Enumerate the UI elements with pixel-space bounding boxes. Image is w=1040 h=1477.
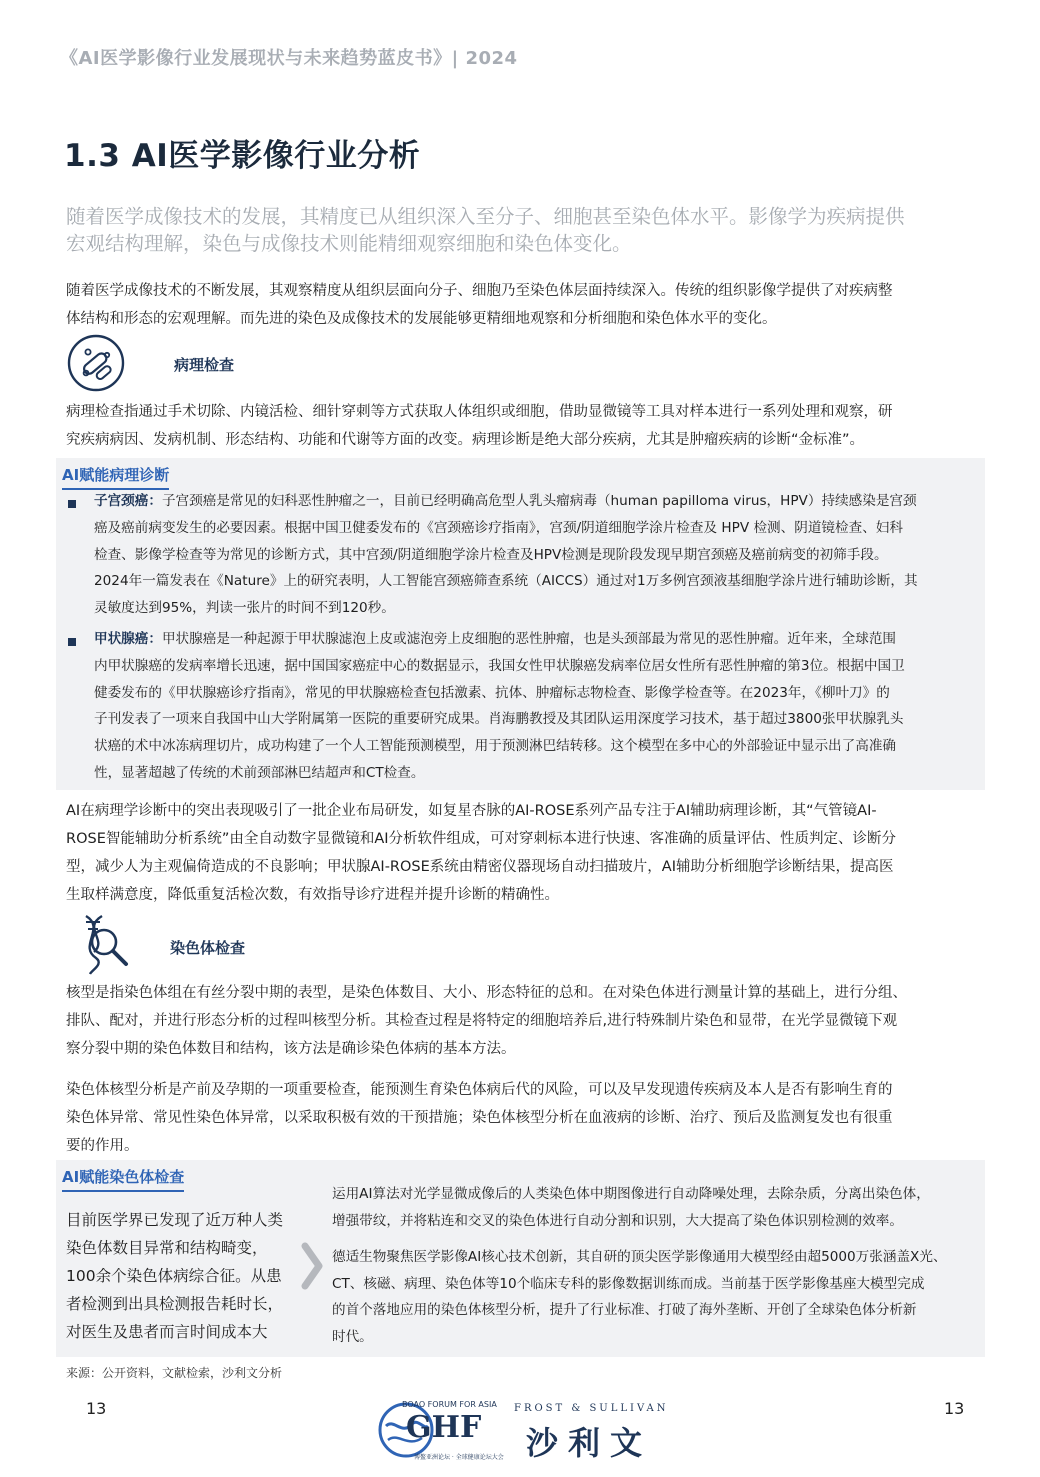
text-line: 状癌的术中冰冻病理切片，成功构建了一个人工智能预测模型，用于预测淋巴结转移。这个模型在多中心的外部验证中显示出了高准确 xyxy=(94,738,897,755)
text-line: 染色体数目异常和结构畸变， xyxy=(66,1239,268,1257)
karyotype-analysis-paragraph xyxy=(66,1076,986,1160)
frost-sullivan-wordmark: FROST & SULLIVAN xyxy=(514,1403,669,1414)
text-line: CT、核磁、病理、染色体等10个临床专科的影像数据训练而成。当前基于医学影像基座大模型完成 xyxy=(332,1275,925,1292)
bacteria-icon xyxy=(66,333,126,393)
text-line: 健委发布的《甲状腺癌诊疗指南》，常见的甲状腺癌检查包括激素、抗体、肿瘤标志物检查、影像学检查等。在2023年，《柳叶刀》的 xyxy=(94,684,890,701)
bullet-marker xyxy=(68,500,76,508)
text-line: 目前医学界已发现了近万种人类 xyxy=(66,1211,284,1229)
text-line: 体结构和形态的宏观理解。而先进的染色及成像技术的发展能够更精细地观察和分析细胞和染色体水平的变化。 xyxy=(66,311,777,327)
bullet-marker xyxy=(68,638,76,646)
text-line: 子宫颈癌是常见的妇科恶性肿瘤之一，目前已经明确高危型人乳头瘤病毒（human papilloma virus，HPV）持续感染是宫颈 xyxy=(161,493,917,509)
chromosome-heading: 染色体检查 xyxy=(170,939,246,957)
text-line: 德适生物聚焦医学影像AI核心技术创新，其自研的顶尖医学影像通用大模型经由超5000万张涵盖X光、 xyxy=(332,1249,947,1265)
ai-pathology-panel xyxy=(56,458,985,790)
text-line: 生取样满意度，降低重复活检次数，有效指导诊疗进程并提升诊断的精确性。 xyxy=(66,887,559,903)
bullet-term: 甲状腺癌： xyxy=(94,631,162,647)
text-line: 甲状腺癌是一种起源于甲状腺滤泡上皮或滤泡旁上皮细胞的恶性肿瘤，也是头颈部最为常见的恶性肿瘤。近年来，全球范围 xyxy=(161,631,897,647)
pathology-paragraph xyxy=(66,398,986,454)
karyotype-paragraph xyxy=(66,979,986,1063)
text-line: 者检测到出具检测报告耗时长， xyxy=(66,1295,284,1313)
text-line: 癌及癌前病变发生的必要因素。根据中国卫健委发布的《宫颈癌诊疗指南》，宫颈/阴道细胞学涂片检查及 HPV 检测、阴道镜检查、妇科 xyxy=(94,519,903,536)
intro-paragraph xyxy=(66,277,986,333)
text-line: 病理检查指通过手术切除、内镜活检、细针穿刺等方式获取人体组织或细胞，借助显微镜等工具对样本进行一系列处理和观察，研 xyxy=(66,404,893,420)
text-line: 染色体核型分析是产前及孕期的一项重要检查，能预测生育染色体病后代的风险，可以及早发现遗传疾病及本人是否有影响生育的 xyxy=(66,1082,893,1098)
text-line: ROSE智能辅助分析系统”由全自动数字显微镜和AI分析软件组成，可对穿刺标本进行快速、客准确的质量评估、性质判定、诊断分 xyxy=(66,831,897,847)
bullet-cervical-cancer xyxy=(94,488,974,622)
text-line: 排队、配对，并进行形态分析的过程叫核型分析。其检查过程是将特定的细胞培养后,进行特殊制片染色和显带，在光学显微镜下观 xyxy=(66,1013,898,1029)
text-line: 运用AI算法对光学显微成像后的人类染色体中期图像进行自动降噪处理，去除杂质，分离出染色体， xyxy=(332,1186,930,1202)
ghf-logo-text: GHF xyxy=(406,1410,482,1445)
text-line: 内甲状腺癌的发病率增长迅速，据中国国家癌症中心的数据显示，我国女性甲状腺癌发病率位居女性所有恶性肿瘤的第3位。根据中国卫 xyxy=(94,657,905,674)
text-line: 100余个染色体病综合征。从患 xyxy=(66,1267,282,1285)
lead-paragraph xyxy=(66,203,976,257)
text-line: 增强带纹，并将粘连和交叉的染色体进行自动分割和识别，大大提高了染色体识别检测的效率。 xyxy=(332,1212,903,1229)
ai-chromosome-label: AI赋能染色体检查 xyxy=(62,1166,184,1192)
page-number-left: 13 xyxy=(86,1399,107,1418)
text-line: 随着医学成像技术的不断发展，其观察精度从组织层面向分子、细胞乃至染色体层面持续深入。传统的组织影像学提供了对疾病整 xyxy=(66,283,893,299)
bullet-term: 子宫颈癌： xyxy=(94,493,162,509)
text-line: 子刊发表了一项来自我国中山大学附属第一医院的重要研究成果。肖海鹏教授及其团队运用深度学习技术，基于超过3800张甲状腺乳头 xyxy=(94,711,904,728)
bullet-thyroid-cancer xyxy=(94,626,974,787)
text-line: 要的作用。 xyxy=(66,1138,139,1154)
source-note: 来源：公开资料，文献检索，沙利文分析 xyxy=(66,1366,283,1380)
pathology-heading: 病理检查 xyxy=(174,356,235,374)
text-line: 染色体异常、常见性染色体异常，以采取积极有效的干预措施；染色体核型分析在血液病的诊断、治疗、预后及监测复发也有很重 xyxy=(66,1110,893,1126)
ai-pathology-label: AI赋能病理诊断 xyxy=(62,464,169,490)
page-number-right: 13 xyxy=(944,1399,965,1418)
lead-line: 宏观结构理解，染色与成像技术则能精细观察细胞和染色体变化。 xyxy=(66,232,632,255)
text-line: 对医生及患者而言时间成本大 xyxy=(66,1323,268,1341)
dna-magnifier-icon xyxy=(72,912,134,976)
ghf-logo-subtitle: 博鳌亚洲论坛 · 全球健康论坛大会 xyxy=(414,1454,504,1461)
ai-pathology-paragraph xyxy=(66,797,986,909)
text-line: 察分裂中期的染色体数目和结构，该方法是确诊染色体病的基本方法。 xyxy=(66,1041,516,1057)
ai-chromosome-panel xyxy=(56,1160,985,1357)
sullivan-logo-cn: 沙利文 xyxy=(526,1424,653,1462)
text-line: 性，显著超越了传统的术前颈部淋巴结超声和CT检查。 xyxy=(94,764,425,781)
text-line: 究疾病病因、发病机制、形态结构、功能和代谢等方面的改变。病理诊断是绝大部分疾病，尤其是肿瘤疾病的诊断“金标准”。 xyxy=(66,432,865,448)
text-line: 型，减少人为主观偏倚造成的不良影响；甲状腺AI-ROSE系统由精密仪器现场自动扫描玻片，AI辅助分析细胞学诊断结果，提高医 xyxy=(66,859,894,875)
section-title: 1.3 AI医学影像行业分析 xyxy=(64,138,421,174)
chevron-right-icon xyxy=(299,1242,325,1290)
chromosome-solution-text xyxy=(332,1181,982,1350)
text-line: 2024年一篇发表在《Nature》上的研究表明，人工智能宫颈癌筛查系统（AICCS）通过对1万多例宫颈液基细胞学涂片进行辅助诊断，其 xyxy=(94,573,918,590)
text-line: 时代。 xyxy=(332,1328,373,1345)
text-line: 检查、影像学检查等为常见的诊断方式，其中宫颈/阴道细胞学涂片检查及HPV检测是现阶段发现早期宫颈癌及癌前病变的初筛手段。 xyxy=(94,546,888,563)
report-header: 《AI医学影像行业发展现状与未来趋势蓝皮书》| 2024 xyxy=(60,48,518,69)
text-line: AI在病理学诊断中的突出表现吸引了一批企业布局研发，如复星杏脉的AI-ROSE系列产品专注于AI辅助病理诊断，其“气管镜AI- xyxy=(66,803,877,819)
ghf-logo-ring-text: BOAO FORUM FOR ASIA xyxy=(402,1400,497,1409)
chromosome-challenge-text xyxy=(66,1206,306,1346)
text-line: 的首个落地应用的染色体核型分析，提升了行业标准、打破了海外垄断、开创了全球染色体分析新 xyxy=(332,1302,917,1318)
ghf-logo xyxy=(372,1396,502,1464)
text-line: 核型是指染色体组在有丝分裂中期的表型，是染色体数目、大小、形态特征的总和。在对染色体进行测量计算的基础上，进行分组、 xyxy=(66,985,907,1001)
lead-line: 随着医学成像技术的发展，其精度已从组织深入至分子、细胞甚至染色体水平。影像学为疾病提供 xyxy=(66,205,905,228)
text-line: 灵敏度达到95%，判读一张片的时间不到120秒。 xyxy=(94,600,395,617)
